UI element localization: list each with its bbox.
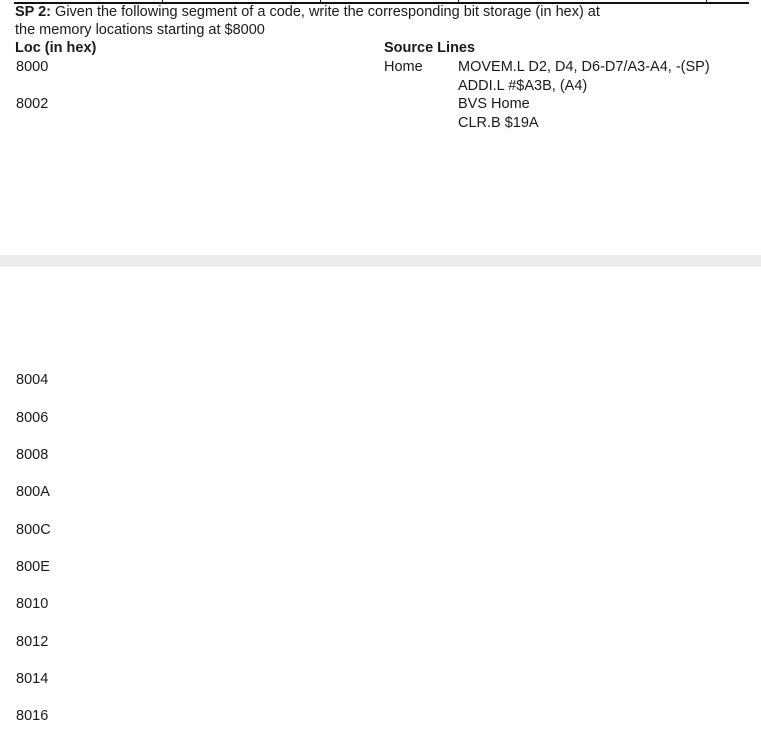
page-break-band <box>0 255 761 267</box>
loc-address: 8012 <box>16 634 49 650</box>
source-line: BVS Home <box>458 96 530 112</box>
loc-address: 8008 <box>16 447 49 463</box>
source-column-header: Source Lines <box>384 40 476 56</box>
loc-column-header: Loc (in hex) <box>15 40 97 56</box>
loc-address: 8014 <box>16 671 49 687</box>
problem-statement-line1 <box>15 3 600 21</box>
source-line: CLR.B $19A <box>458 115 539 131</box>
loc-address: 800A <box>16 484 50 500</box>
loc-address: 8016 <box>16 708 49 724</box>
rule-tick <box>706 0 707 4</box>
problem-statement-line2: the memory locations starting at $8000 <box>15 22 265 38</box>
source-label-home: Home <box>384 59 423 75</box>
loc-address: 8004 <box>16 372 49 388</box>
loc-address: 800C <box>16 522 51 538</box>
source-line: ADDI.L #$A3B, (A4) <box>458 78 588 94</box>
loc-address: 8002 <box>16 96 49 112</box>
source-line: MOVEM.L D2, D4, D6-D7/A3-A4, -(SP) <box>458 59 710 75</box>
problem-text: Given the following segment of a code, write the corresponding bit storage (in hex) at <box>55 4 600 20</box>
loc-address: 8006 <box>16 410 49 426</box>
loc-address: 8000 <box>16 59 49 75</box>
loc-address: 8010 <box>16 596 49 612</box>
problem-label: SP 2: <box>15 4 52 20</box>
loc-address: 800E <box>16 559 50 575</box>
